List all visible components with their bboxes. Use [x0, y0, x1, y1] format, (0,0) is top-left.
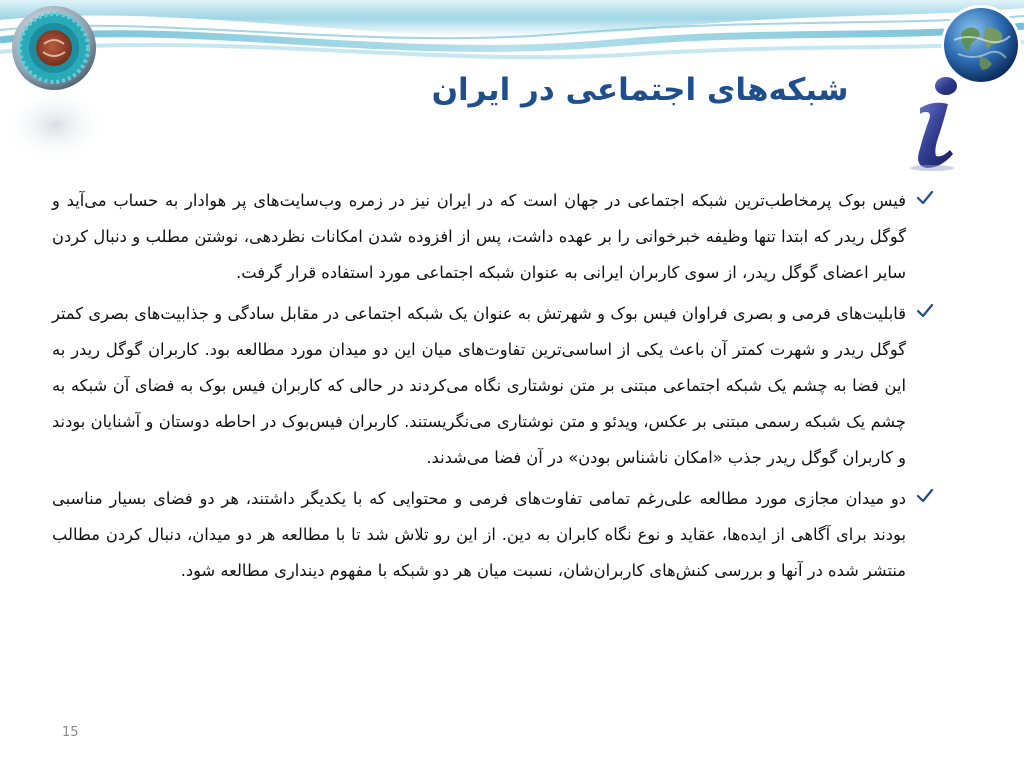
bullet-text: قابلیت‌های فرمی و بصری فراوان فیس بوک و شهرتش به عنوان یک شبکه اجتماعی در مقابل سادگی و جذابیت‌های بصری کمتر گوگل ریدر و شهرت کمتر آن باعث یکی از اساسی‌ترین تفاوت‌های میان این دو میدان مورد مطالعه بود. کاربران گوگل ریدر به این فضا به چشم یک شبکه اجتماعی مبتنی بر متن نوشتاری نگاه می‌کردند در حالی که کاربران فیس بوک به فضای آن شبکه به چشم یک شبکه رسمی مبتنی بر عکس، ویدئو و متن نوشتاری می‌نگریستند. کاربران فیس‌بوک در احاطه دوستان و آشنایان بودند و کاربران گوگل ریدر جذب «امکان ناشناس بودن» در آن فضا می‌شدند. [52, 304, 906, 467]
bullet-item-1 [52, 183, 936, 290]
checkmark-icon [916, 487, 934, 505]
bullet-text: فیس بوک پرمخاطب‌ترین شبکه اجتماعی در جهان است که در ایران نیز در زمره وب‌سایت‌های پر هوادار به حساب می‌آید و گوگل ریدر که ابتدا تنها وظیفه خبرخوانی را بر عهده داشت، پس از افزوده شدن امکانات نظردهی، نوشتن مطلب و دنبال کردن سایر اعضای گوگل ریدر، از سوی کاربران ایرانی به عنوان شبکه اجتماعی مورد استفاده قرار گرفت. [52, 191, 906, 282]
checkmark-icon [916, 302, 934, 320]
checkmark-icon [916, 189, 934, 207]
bullet-item-2 [52, 296, 936, 475]
decorative-shadow [0, 80, 110, 180]
turquoise-seal-icon [10, 4, 98, 92]
bullet-text: دو میدان مجازی مورد مطالعه علی‌رغم تمامی تفاوت‌های فرمی و محتوایی که با یکدیگر داشتند، هر دو فضای بسیار مناسبی بودند برای آگاهی از ایده‌ها، عقاید و نوع نگاه کابران به دین. از این رو تلاش شد تا با مطالعه هر دو میدان، دنبال کردن مطالب منتشر شده در آنها و بررسی کنش‌های کاربران‌شان، نسبت میان هر دو شبکه با مفهوم دینداری مطالعه شود. [52, 489, 906, 580]
bullet-list [52, 183, 936, 595]
letter-i-logo [902, 72, 974, 172]
bullet-item-3 [52, 481, 936, 588]
page-number: 15 [62, 725, 79, 740]
slide-title: شبکه‌های اجتماعی در ایران [431, 72, 849, 108]
